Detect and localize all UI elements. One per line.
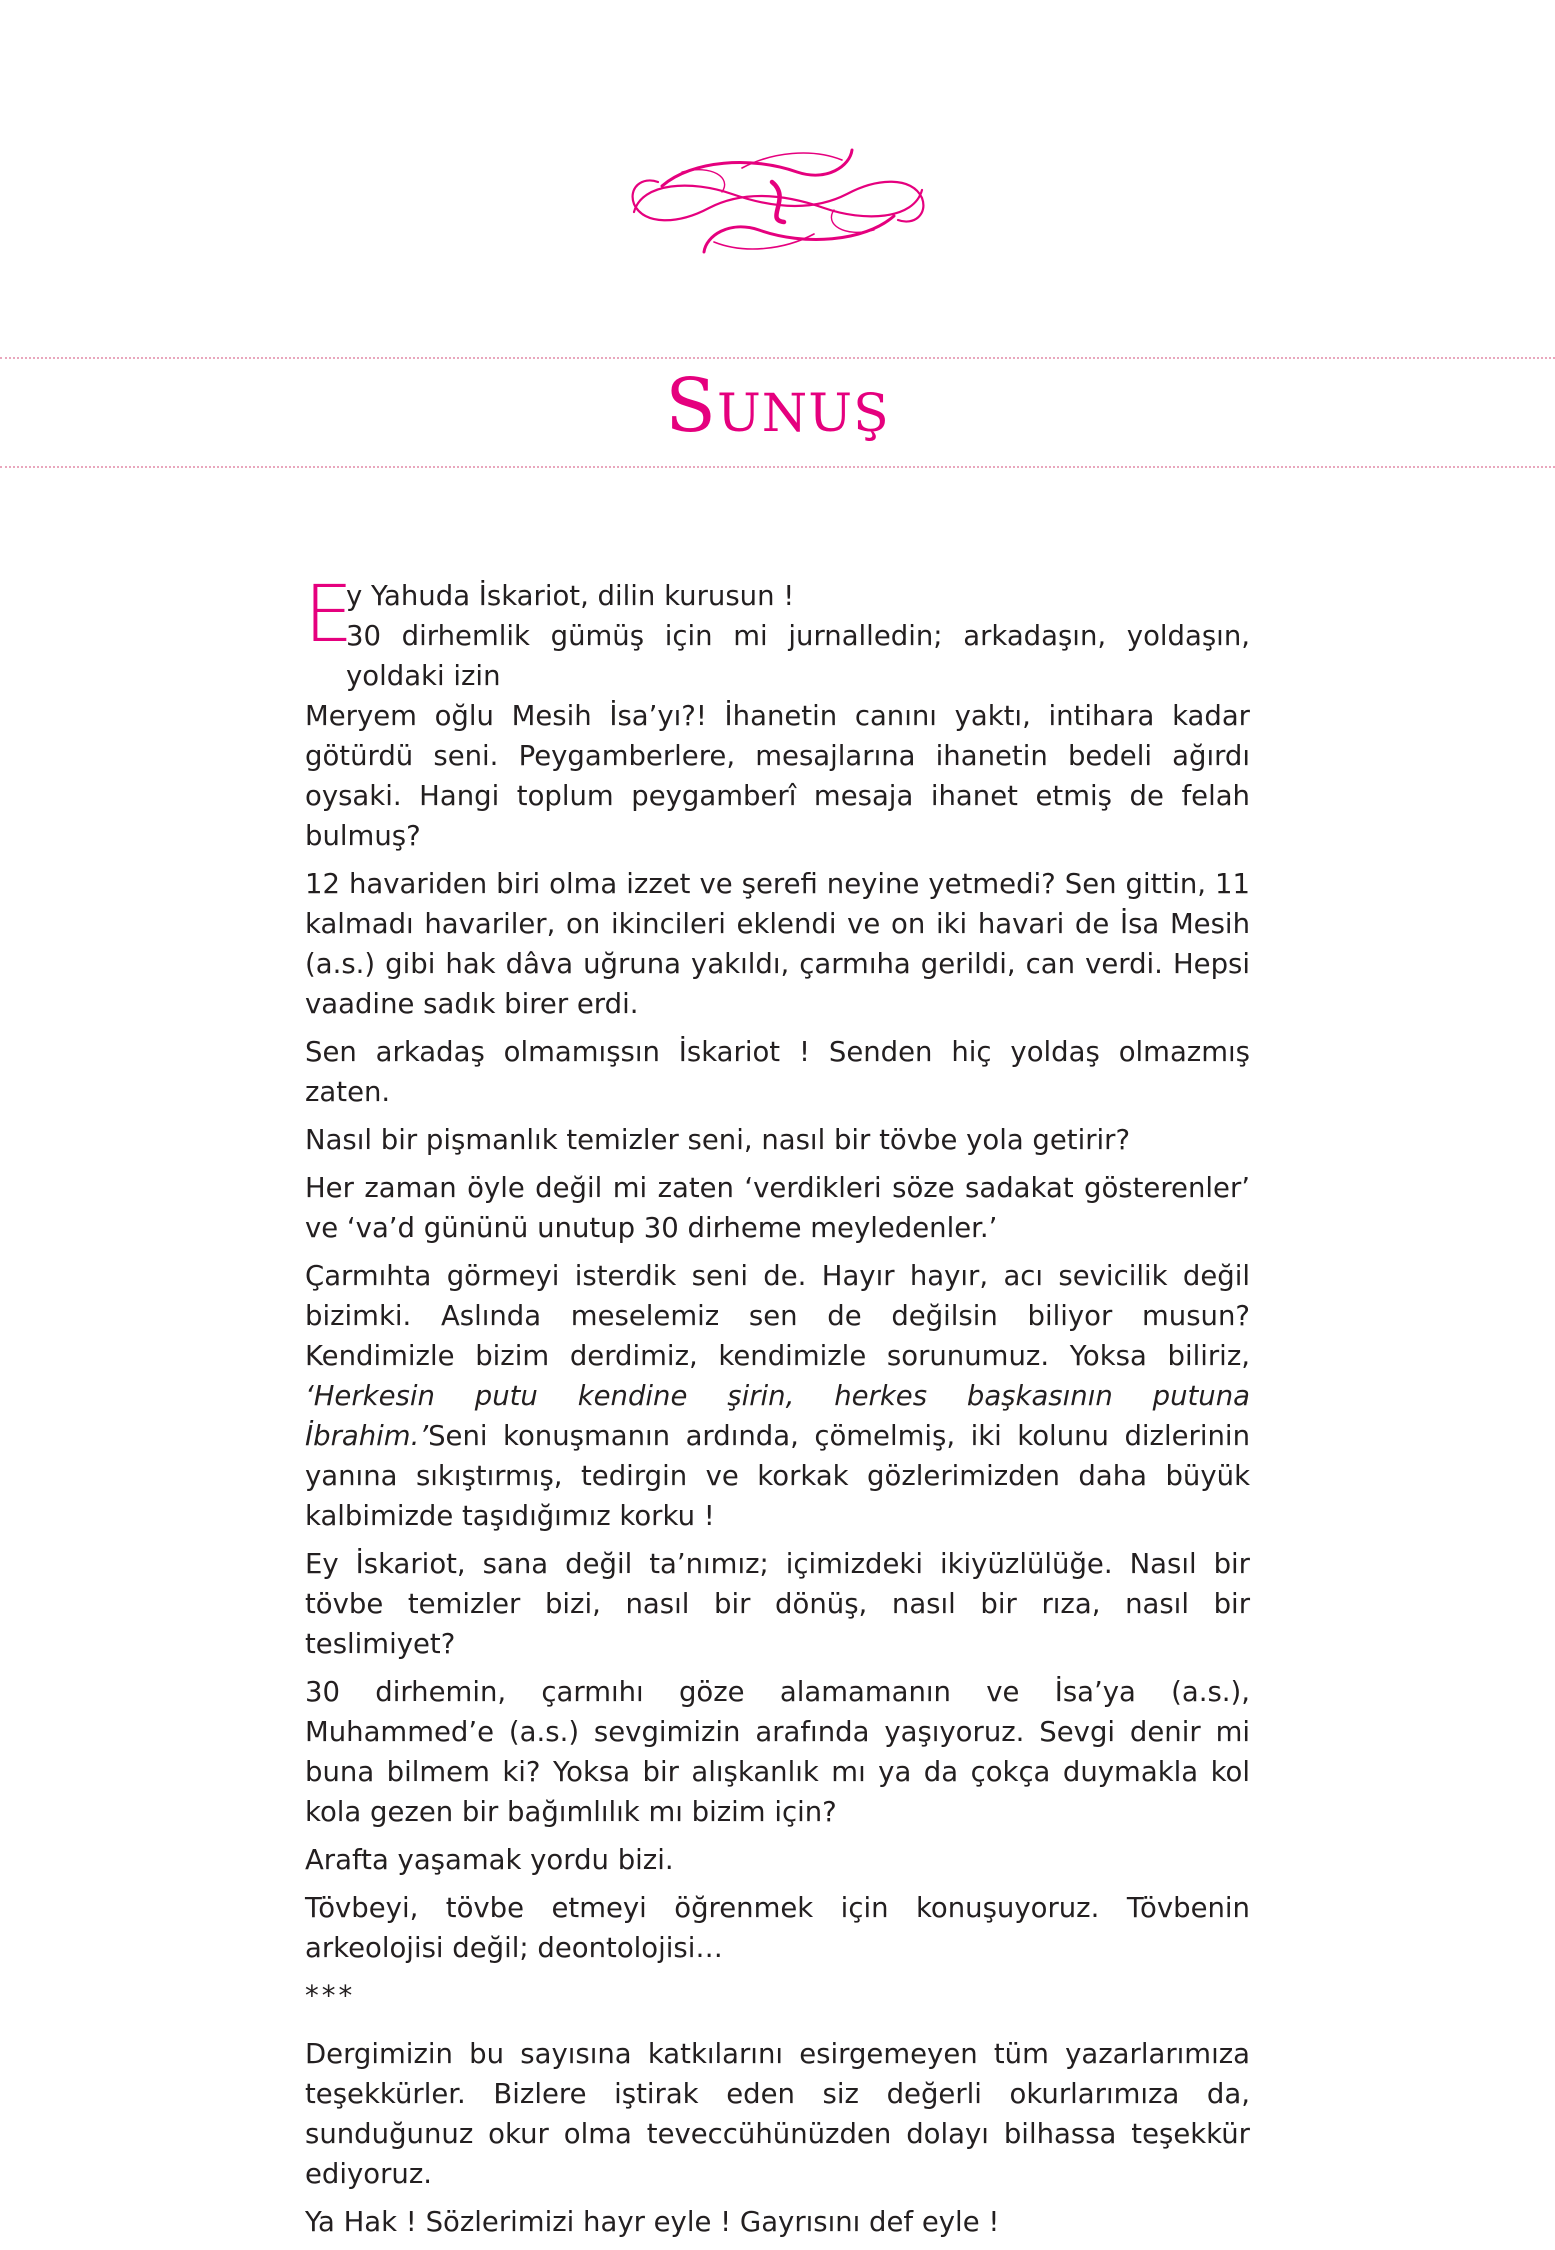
paragraph-5: Her zaman öyle değil mi zaten ‘verdikleri söze sadakat gösterenler’ ve ‘va’d gününü unutup 30 dirheme meyledenler.’	[305, 1172, 1250, 1244]
paragraph-6-end: Seni konuşmanın ardında, çömelmiş, iki kolunu dizlerinin yanına sıkıştırmış, tedirgin ve korkak gözlerimizden daha büyük kalbimizde taşıdığımız korku !	[305, 1420, 1250, 1532]
paragraph-6	[305, 1256, 1250, 1536]
article-body	[304, 570, 1250, 2250]
paragraph-7: Ey İskariot, sana değil ta’nımız; içimizdeki ikiyüzlülüğe. Nasıl bir tövbe temizler bizi, nasıl bir dönüş, nasıl bir rıza, nasıl bir teslimiyet?	[305, 1548, 1250, 1660]
italic-quote: ‘Herkesin putu kendine şirin, herkes başkasının putuna İbrahim.’	[305, 1380, 1250, 1452]
paragraph-6-start: Çarmıhta görmeyi isterdik seni de. Hayır hayır, acı sevicilik değil bizimki. Aslında meselemiz sen de değilsin biliyor musun? Kendimizle bizim derdimiz, kendimizle sorunumuz. Yoksa biliriz,	[305, 1260, 1250, 1372]
paragraph-1-line-1: y Yahuda İskariot, dilin kurusun !	[346, 580, 795, 612]
paragraph-3: Sen arkadaş olmamışsın İskariot ! Senden hiç yoldaş olmazmış zaten.	[305, 1036, 1250, 1108]
paragraph-12: Ya Hak ! Sözlerimizi hayr eyle ! Gayrısını def eyle !	[305, 2206, 1000, 2238]
paragraph-8: 30 dirhemin, çarmıhı göze alamamanın ve İsa’ya (a.s.), Muhammed’e (a.s.) sevgimizin arafında yaşıyoruz. Sevgi denir mi buna bilmem ki? Yoksa bir alışkanlık mı ya da çokça duymakla kol kola gezen bir bağımlılık mı bizim için?	[305, 1676, 1250, 1828]
paragraph-2: 12 havariden biri olma izzet ve şerefi neyine yetmedi? Sen gittin, 11 kalmadı havariler, on ikincileri eklendi ve on iki havari de İsa Mesih (a.s.) gibi hak dâva uğruna yakıldı, çarmıha gerildi, can verdi. Hepsi vaadine sadık birer erdi.	[305, 868, 1250, 1020]
page-title: Sunuş	[665, 363, 890, 449]
paragraph-4: Nasıl bir pişmanlık temizler seni, nasıl bir tövbe yola getirir?	[305, 1124, 1131, 1156]
paragraph-11: Dergimizin bu sayısına katkılarını esirgemeyen tüm yazarlarımıza teşekkürler. Bizlere iştirak eden siz değerli okurlarımıza da, sunduğunuz okur olma teveccühünüzden dolayı bilhassa teşekkür ediyoruz.	[305, 2038, 1250, 2190]
drop-cap: E	[304, 570, 354, 660]
paragraph-10: Tövbeyi, tövbe etmeyi öğrenmek için konuşuyoruz. Tövbenin arkeolojisi değil; deontolojisi…	[305, 1892, 1250, 1964]
section-separator: ***	[305, 1980, 356, 2012]
paragraph-1-rest: Meryem oğlu Mesih İsa’yı?! İhanetin canını yaktı, intihara kadar götürdü seni. Peygamberlere, mesajlarına ihanetin bedeli ağırdı oysaki. Hangi toplum peygamberî mesaja ihanet etmiş de felah bulmuş?	[305, 700, 1250, 852]
paragraph-1	[304, 570, 1250, 856]
flourish-ornament-icon	[622, 142, 934, 260]
paragraph-9: Arafta yaşamak yordu bizi.	[305, 1844, 674, 1876]
paragraph-1-line-2: 30 dirhemlik gümüş için mi jurnalledin; arkadaşın, yoldaşın, yoldaki izin	[346, 620, 1250, 692]
header-rule-bottom	[0, 466, 1555, 468]
